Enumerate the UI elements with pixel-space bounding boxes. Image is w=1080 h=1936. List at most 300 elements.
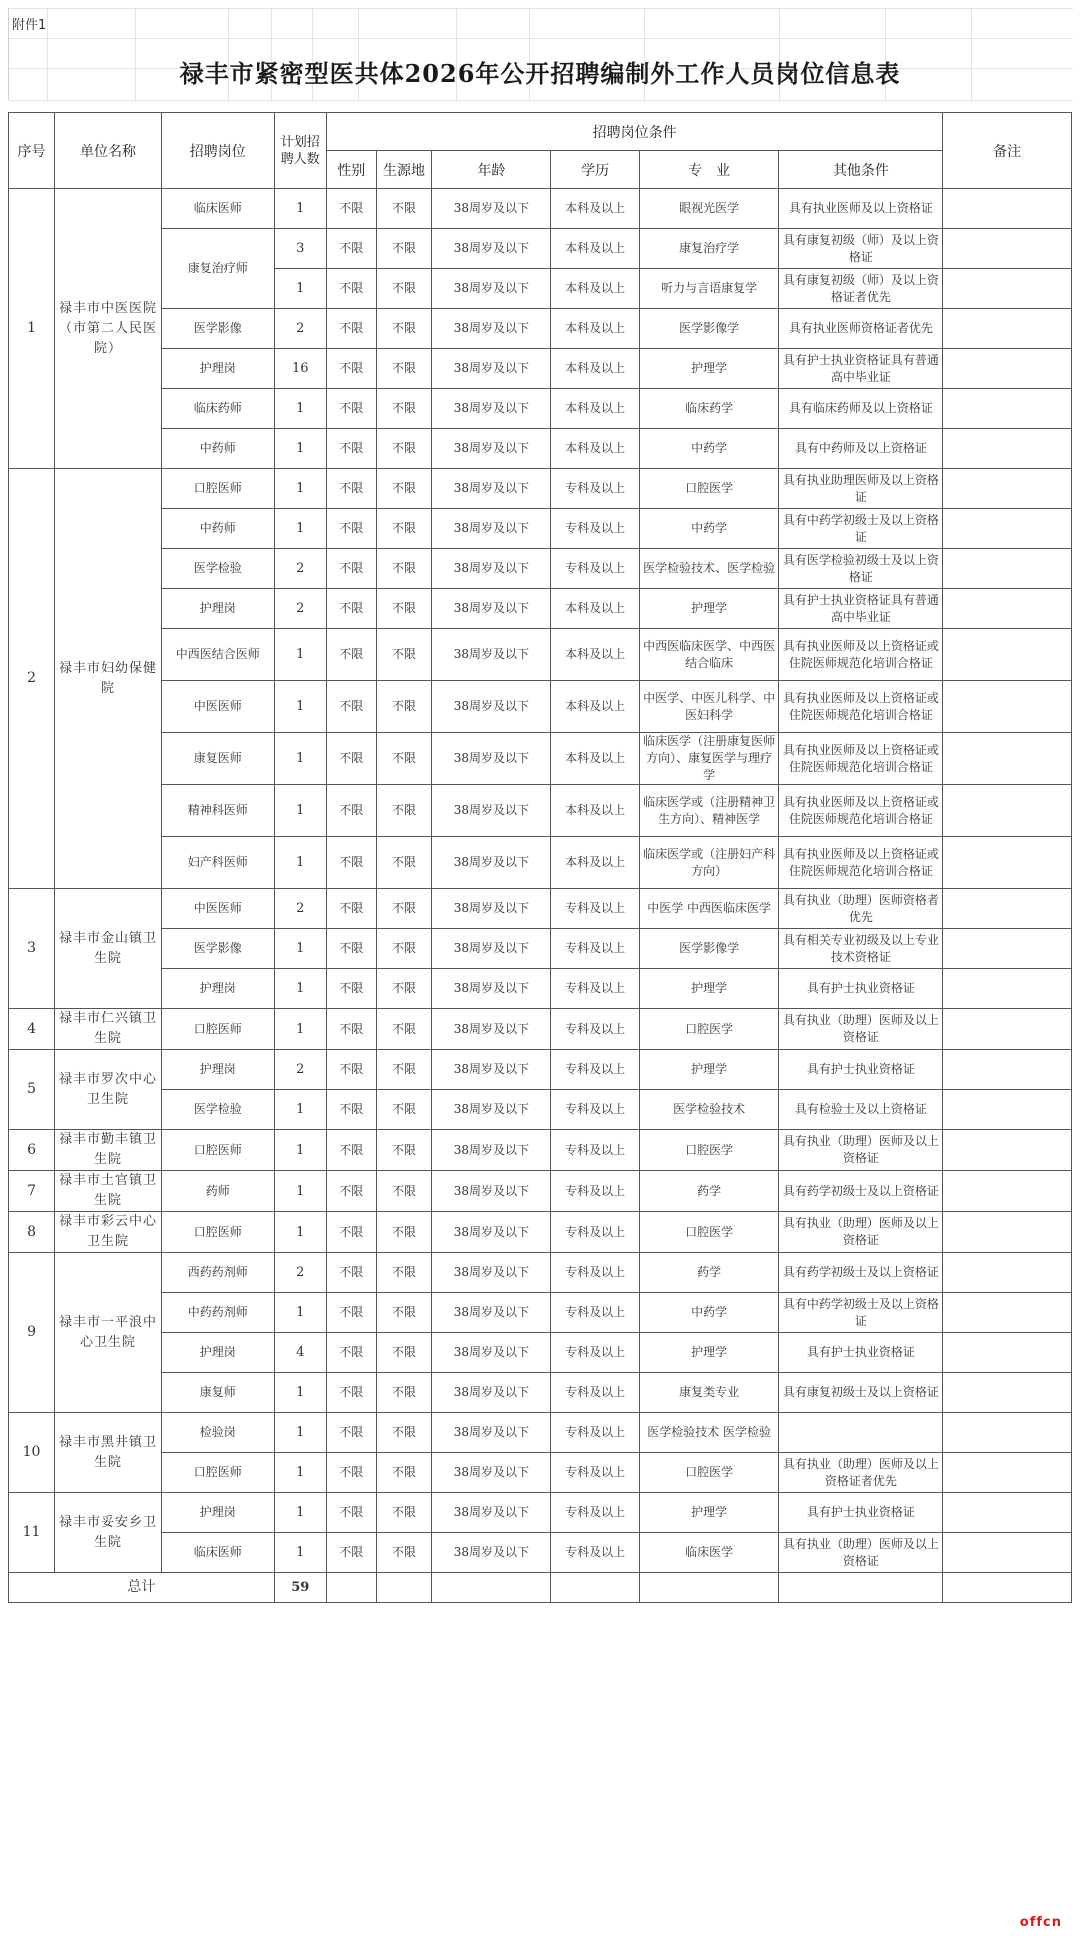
gender-requirement: 不限	[326, 785, 376, 837]
other-conditions: 具有执业（助理）医师及以上资格证者优先	[779, 1453, 943, 1493]
education-requirement: 专科及以上	[551, 1090, 640, 1130]
gender-requirement: 不限	[326, 189, 376, 229]
education-requirement: 本科及以上	[551, 837, 640, 889]
post-name: 检验岗	[161, 1413, 274, 1453]
major-requirement: 医学检验技术	[639, 1090, 779, 1130]
education-requirement: 本科及以上	[551, 429, 640, 469]
table-row	[9, 469, 1072, 509]
education-requirement: 专科及以上	[551, 1130, 640, 1171]
remark-cell	[943, 1493, 1072, 1533]
gender-requirement: 不限	[326, 1413, 376, 1453]
post-name: 妇产科医师	[161, 837, 274, 889]
post-name: 口腔医师	[161, 469, 274, 509]
total-empty-cell	[432, 1573, 551, 1603]
table-row	[9, 1493, 1072, 1533]
education-requirement: 本科及以上	[551, 269, 640, 309]
remark-cell	[943, 889, 1072, 929]
other-conditions: 具有执业医师及以上资格证或住院医师规范化培训合格证	[779, 681, 943, 733]
watermark-logo: offcn	[1019, 1915, 1062, 1930]
age-requirement: 38周岁及以下	[432, 1253, 551, 1293]
major-requirement: 口腔医学	[639, 1212, 779, 1253]
table-row	[9, 309, 1072, 349]
origin-requirement: 不限	[376, 269, 432, 309]
header-origin: 生源地	[376, 151, 432, 189]
post-name: 中医医师	[161, 889, 274, 929]
table-row	[9, 1253, 1072, 1293]
major-requirement: 护理学	[639, 589, 779, 629]
table-row	[9, 733, 1072, 785]
major-requirement: 医学影像学	[639, 309, 779, 349]
origin-requirement: 不限	[376, 589, 432, 629]
gender-requirement: 不限	[326, 349, 376, 389]
other-conditions: 具有执业（助理）医师资格者优先	[779, 889, 943, 929]
planned-count: 1	[274, 733, 326, 785]
other-conditions: 具有康复初级士及以上资格证	[779, 1373, 943, 1413]
education-requirement: 专科及以上	[551, 1171, 640, 1212]
post-name: 护理岗	[161, 969, 274, 1009]
other-conditions: 具有护士执业资格证具有普通高中毕业证	[779, 589, 943, 629]
origin-requirement: 不限	[376, 229, 432, 269]
age-requirement: 38周岁及以下	[432, 1050, 551, 1090]
table-row	[9, 929, 1072, 969]
table-row	[9, 1293, 1072, 1333]
major-requirement: 听力与言语康复学	[639, 269, 779, 309]
major-requirement: 中药学	[639, 509, 779, 549]
major-requirement: 临床药学	[639, 389, 779, 429]
post-name: 中西医结合医师	[161, 629, 274, 681]
planned-count: 1	[274, 509, 326, 549]
major-requirement: 护理学	[639, 1493, 779, 1533]
planned-count: 2	[274, 1253, 326, 1293]
post-name: 口腔医师	[161, 1453, 274, 1493]
header-row-1	[9, 113, 1072, 151]
unit-name: 禄丰市土官镇卫生院	[55, 1171, 162, 1212]
gender-requirement: 不限	[326, 1493, 376, 1533]
other-conditions: 具有执业医师及以上资格证或住院医师规范化培训合格证	[779, 733, 943, 785]
remark-cell	[943, 1293, 1072, 1333]
header-major: 专 业	[639, 151, 779, 189]
planned-count: 2	[274, 889, 326, 929]
remark-cell	[943, 1009, 1072, 1050]
other-conditions: 具有康复初级（师）及以上资格证	[779, 229, 943, 269]
origin-requirement: 不限	[376, 733, 432, 785]
age-requirement: 38周岁及以下	[432, 1293, 551, 1333]
origin-requirement: 不限	[376, 389, 432, 429]
origin-requirement: 不限	[376, 1171, 432, 1212]
age-requirement: 38周岁及以下	[432, 589, 551, 629]
origin-requirement: 不限	[376, 549, 432, 589]
origin-requirement: 不限	[376, 509, 432, 549]
remark-cell	[943, 929, 1072, 969]
unit-seq: 1	[9, 189, 55, 469]
major-requirement: 临床医学	[639, 1533, 779, 1573]
post-name: 护理岗	[161, 349, 274, 389]
gender-requirement: 不限	[326, 1009, 376, 1050]
remark-cell	[943, 1090, 1072, 1130]
table-row	[9, 1050, 1072, 1090]
major-requirement: 临床医学或（注册精神卫生方向）、精神医学	[639, 785, 779, 837]
post-name: 医学影像	[161, 929, 274, 969]
table-row	[9, 837, 1072, 889]
education-requirement: 专科及以上	[551, 1253, 640, 1293]
header-education: 学历	[551, 151, 640, 189]
major-requirement: 眼视光医学	[639, 189, 779, 229]
remark-cell	[943, 389, 1072, 429]
post-name: 护理岗	[161, 1050, 274, 1090]
major-requirement: 护理学	[639, 969, 779, 1009]
gender-requirement: 不限	[326, 1533, 376, 1573]
remark-cell	[943, 1050, 1072, 1090]
origin-requirement: 不限	[376, 969, 432, 1009]
total-row	[9, 1573, 1072, 1603]
remark-cell	[943, 1253, 1072, 1293]
remark-cell	[943, 349, 1072, 389]
remark-cell	[943, 1333, 1072, 1373]
planned-count: 3	[274, 229, 326, 269]
planned-count: 1	[274, 1171, 326, 1212]
unit-seq: 11	[9, 1493, 55, 1573]
other-conditions: 具有执业（助理）医师及以上资格证	[779, 1009, 943, 1050]
education-requirement: 本科及以上	[551, 229, 640, 269]
major-requirement: 药学	[639, 1253, 779, 1293]
unit-name: 禄丰市金山镇卫生院	[55, 889, 162, 1009]
major-requirement: 临床医学或（注册妇产科方向）	[639, 837, 779, 889]
unit-name: 禄丰市勤丰镇卫生院	[55, 1130, 162, 1171]
remark-cell	[943, 189, 1072, 229]
unit-seq: 9	[9, 1253, 55, 1413]
table-row	[9, 969, 1072, 1009]
major-requirement: 医学影像学	[639, 929, 779, 969]
major-requirement: 护理学	[639, 1050, 779, 1090]
education-requirement: 本科及以上	[551, 589, 640, 629]
education-requirement: 专科及以上	[551, 469, 640, 509]
age-requirement: 38周岁及以下	[432, 509, 551, 549]
education-requirement: 专科及以上	[551, 1493, 640, 1533]
age-requirement: 38周岁及以下	[432, 469, 551, 509]
origin-requirement: 不限	[376, 349, 432, 389]
planned-count: 16	[274, 349, 326, 389]
age-requirement: 38周岁及以下	[432, 969, 551, 1009]
unit-name: 禄丰市黑井镇卫生院	[55, 1413, 162, 1493]
age-requirement: 38周岁及以下	[432, 629, 551, 681]
planned-count: 1	[274, 1090, 326, 1130]
post-name: 药师	[161, 1171, 274, 1212]
post-name: 中医医师	[161, 681, 274, 733]
gender-requirement: 不限	[326, 929, 376, 969]
gender-requirement: 不限	[326, 229, 376, 269]
unit-name: 禄丰市仁兴镇卫生院	[55, 1009, 162, 1050]
unit-name: 禄丰市妥安乡卫生院	[55, 1493, 162, 1573]
remark-cell	[943, 549, 1072, 589]
age-requirement: 38周岁及以下	[432, 189, 551, 229]
total-empty-cell	[376, 1573, 432, 1603]
unit-seq: 10	[9, 1413, 55, 1493]
planned-count: 1	[274, 469, 326, 509]
age-requirement: 38周岁及以下	[432, 349, 551, 389]
remark-cell	[943, 269, 1072, 309]
gender-requirement: 不限	[326, 469, 376, 509]
origin-requirement: 不限	[376, 889, 432, 929]
planned-count: 1	[274, 269, 326, 309]
origin-requirement: 不限	[376, 929, 432, 969]
gender-requirement: 不限	[326, 1333, 376, 1373]
education-requirement: 专科及以上	[551, 1453, 640, 1493]
gender-requirement: 不限	[326, 309, 376, 349]
post-name: 精神科医师	[161, 785, 274, 837]
age-requirement: 38周岁及以下	[432, 1130, 551, 1171]
education-requirement: 专科及以上	[551, 1373, 640, 1413]
remark-cell	[943, 785, 1072, 837]
table-row	[9, 229, 1072, 269]
post-name: 口腔医师	[161, 1130, 274, 1171]
other-conditions: 具有护士执业资格证具有普通高中毕业证	[779, 349, 943, 389]
unit-name: 禄丰市罗次中心卫生院	[55, 1050, 162, 1130]
remark-cell	[943, 589, 1072, 629]
table-row	[9, 1413, 1072, 1453]
unit-seq: 5	[9, 1050, 55, 1130]
origin-requirement: 不限	[376, 1373, 432, 1413]
major-requirement: 康复治疗学	[639, 229, 779, 269]
header-unit: 单位名称	[55, 113, 162, 189]
age-requirement: 38周岁及以下	[432, 229, 551, 269]
major-requirement: 中药学	[639, 429, 779, 469]
post-name: 医学检验	[161, 549, 274, 589]
header-other: 其他条件	[779, 151, 943, 189]
post-name: 中药师	[161, 509, 274, 549]
table-row	[9, 889, 1072, 929]
table-row	[9, 509, 1072, 549]
planned-count: 1	[274, 1293, 326, 1333]
age-requirement: 38周岁及以下	[432, 1212, 551, 1253]
major-requirement: 护理学	[639, 1333, 779, 1373]
planned-count: 1	[274, 1373, 326, 1413]
table-row	[9, 589, 1072, 629]
origin-requirement: 不限	[376, 681, 432, 733]
origin-requirement: 不限	[376, 309, 432, 349]
planned-count: 2	[274, 1050, 326, 1090]
education-requirement: 专科及以上	[551, 1413, 640, 1453]
planned-count: 1	[274, 969, 326, 1009]
other-conditions: 具有检验士及以上资格证	[779, 1090, 943, 1130]
table-row	[9, 1212, 1072, 1253]
planned-count: 1	[274, 681, 326, 733]
planned-count: 1	[274, 1413, 326, 1453]
education-requirement: 专科及以上	[551, 1333, 640, 1373]
table-row	[9, 1130, 1072, 1171]
planned-count: 1	[274, 389, 326, 429]
other-conditions: 具有执业（助理）医师及以上资格证	[779, 1533, 943, 1573]
remark-cell	[943, 1171, 1072, 1212]
gender-requirement: 不限	[326, 733, 376, 785]
age-requirement: 38周岁及以下	[432, 1493, 551, 1533]
planned-count: 1	[274, 429, 326, 469]
other-conditions: 具有医学检验初级士及以上资格证	[779, 549, 943, 589]
education-requirement: 专科及以上	[551, 1050, 640, 1090]
table-row	[9, 1533, 1072, 1573]
table-row	[9, 349, 1072, 389]
education-requirement: 专科及以上	[551, 1212, 640, 1253]
gender-requirement: 不限	[326, 1373, 376, 1413]
post-name: 中药药剂师	[161, 1293, 274, 1333]
other-conditions: 具有执业（助理）医师及以上资格证	[779, 1130, 943, 1171]
planned-count: 1	[274, 189, 326, 229]
major-requirement: 口腔医学	[639, 1453, 779, 1493]
age-requirement: 38周岁及以下	[432, 1413, 551, 1453]
gender-requirement: 不限	[326, 1050, 376, 1090]
other-conditions: 具有相关专业初级及以上专业技术资格证	[779, 929, 943, 969]
table-row	[9, 1171, 1072, 1212]
planned-count: 1	[274, 1130, 326, 1171]
other-conditions: 具有执业医师及以上资格证	[779, 189, 943, 229]
age-requirement: 38周岁及以下	[432, 733, 551, 785]
gender-requirement: 不限	[326, 549, 376, 589]
unit-name: 禄丰市一平浪中心卫生院	[55, 1253, 162, 1413]
age-requirement: 38周岁及以下	[432, 1090, 551, 1130]
major-requirement: 康复类专业	[639, 1373, 779, 1413]
remark-cell	[943, 969, 1072, 1009]
table-row	[9, 681, 1072, 733]
origin-requirement: 不限	[376, 1009, 432, 1050]
gender-requirement: 不限	[326, 681, 376, 733]
gender-requirement: 不限	[326, 1171, 376, 1212]
age-requirement: 38周岁及以下	[432, 429, 551, 469]
post-name: 临床医师	[161, 1533, 274, 1573]
education-requirement: 专科及以上	[551, 889, 640, 929]
age-requirement: 38周岁及以下	[432, 309, 551, 349]
origin-requirement: 不限	[376, 1212, 432, 1253]
remark-cell	[943, 1130, 1072, 1171]
table-row	[9, 429, 1072, 469]
document-title: 禄丰市紧密型医共体2026年公开招聘编制外工作人员岗位信息表	[179, 59, 901, 88]
table-row	[9, 1453, 1072, 1493]
origin-requirement: 不限	[376, 469, 432, 509]
origin-requirement: 不限	[376, 1130, 432, 1171]
post-name: 康复医师	[161, 733, 274, 785]
other-conditions: 具有护士执业资格证	[779, 1333, 943, 1373]
table-row	[9, 1090, 1072, 1130]
planned-count: 1	[274, 1493, 326, 1533]
planned-count: 1	[274, 837, 326, 889]
post-name: 康复治疗师	[161, 229, 274, 309]
education-requirement: 专科及以上	[551, 969, 640, 1009]
gender-requirement: 不限	[326, 589, 376, 629]
education-requirement: 本科及以上	[551, 629, 640, 681]
major-requirement: 中药学	[639, 1293, 779, 1333]
post-name: 西药药剂师	[161, 1253, 274, 1293]
post-name: 康复师	[161, 1373, 274, 1413]
origin-requirement: 不限	[376, 1253, 432, 1293]
origin-requirement: 不限	[376, 1413, 432, 1453]
table-row	[9, 549, 1072, 589]
age-requirement: 38周岁及以下	[432, 929, 551, 969]
remark-cell	[943, 681, 1072, 733]
planned-count: 1	[274, 1009, 326, 1050]
education-requirement: 本科及以上	[551, 349, 640, 389]
major-requirement: 临床医学（注册康复医师方向）、康复医学与理疗学	[639, 733, 779, 785]
other-conditions: 具有执业（助理）医师及以上资格证	[779, 1212, 943, 1253]
other-conditions	[779, 1413, 943, 1453]
origin-requirement: 不限	[376, 629, 432, 681]
unit-seq: 3	[9, 889, 55, 1009]
education-requirement: 专科及以上	[551, 1293, 640, 1333]
age-requirement: 38周岁及以下	[432, 785, 551, 837]
origin-requirement: 不限	[376, 1090, 432, 1130]
table-row	[9, 1009, 1072, 1050]
planned-count: 1	[274, 1212, 326, 1253]
major-requirement: 医学检验技术 医学检验	[639, 1413, 779, 1453]
education-requirement: 本科及以上	[551, 785, 640, 837]
gender-requirement: 不限	[326, 837, 376, 889]
major-requirement: 中医学 中西医临床医学	[639, 889, 779, 929]
major-requirement: 口腔医学	[639, 1009, 779, 1050]
planned-count: 1	[274, 629, 326, 681]
age-requirement: 38周岁及以下	[432, 1171, 551, 1212]
education-requirement: 本科及以上	[551, 733, 640, 785]
major-requirement: 中西医临床医学、中西医结合临床	[639, 629, 779, 681]
education-requirement: 专科及以上	[551, 509, 640, 549]
origin-requirement: 不限	[376, 189, 432, 229]
remark-cell	[943, 1453, 1072, 1493]
remark-cell	[943, 429, 1072, 469]
education-requirement: 专科及以上	[551, 549, 640, 589]
planned-count: 1	[274, 1453, 326, 1493]
planned-count: 2	[274, 309, 326, 349]
age-requirement: 38周岁及以下	[432, 889, 551, 929]
header-remark: 备注	[943, 113, 1072, 189]
planned-count: 1	[274, 929, 326, 969]
attachment-label: 附件1	[12, 18, 47, 33]
unit-name: 禄丰市彩云中心卫生院	[55, 1212, 162, 1253]
age-requirement: 38周岁及以下	[432, 1453, 551, 1493]
table-row	[9, 389, 1072, 429]
origin-requirement: 不限	[376, 1453, 432, 1493]
post-name: 护理岗	[161, 1333, 274, 1373]
other-conditions: 具有康复初级（师）及以上资格证者优先	[779, 269, 943, 309]
unit-seq: 6	[9, 1130, 55, 1171]
remark-cell	[943, 1533, 1072, 1573]
post-name: 护理岗	[161, 589, 274, 629]
unit-name: 禄丰市中医医院（市第二人民医院）	[55, 189, 162, 469]
remark-cell	[943, 229, 1072, 269]
total-empty-cell	[551, 1573, 640, 1603]
post-name: 医学检验	[161, 1090, 274, 1130]
remark-cell	[943, 1413, 1072, 1453]
gender-requirement: 不限	[326, 269, 376, 309]
education-requirement: 专科及以上	[551, 1009, 640, 1050]
major-requirement: 口腔医学	[639, 1130, 779, 1171]
gender-requirement: 不限	[326, 1293, 376, 1333]
age-requirement: 38周岁及以下	[432, 1009, 551, 1050]
origin-requirement: 不限	[376, 785, 432, 837]
planned-count: 2	[274, 589, 326, 629]
other-conditions: 具有中药师及以上资格证	[779, 429, 943, 469]
major-requirement: 药学	[639, 1171, 779, 1212]
header-count: 计划招聘人数	[274, 113, 326, 189]
gender-requirement: 不限	[326, 889, 376, 929]
remark-cell	[943, 837, 1072, 889]
gender-requirement: 不限	[326, 629, 376, 681]
post-name: 临床医师	[161, 189, 274, 229]
other-conditions: 具有执业医师及以上资格证或住院医师规范化培训合格证	[779, 785, 943, 837]
origin-requirement: 不限	[376, 429, 432, 469]
origin-requirement: 不限	[376, 1293, 432, 1333]
remark-cell	[943, 309, 1072, 349]
unit-name: 禄丰市妇幼保健院	[55, 469, 162, 889]
header-conditions: 招聘岗位条件	[326, 113, 942, 151]
age-requirement: 38周岁及以下	[432, 1533, 551, 1573]
header-gender: 性别	[326, 151, 376, 189]
post-name: 口腔医师	[161, 1212, 274, 1253]
